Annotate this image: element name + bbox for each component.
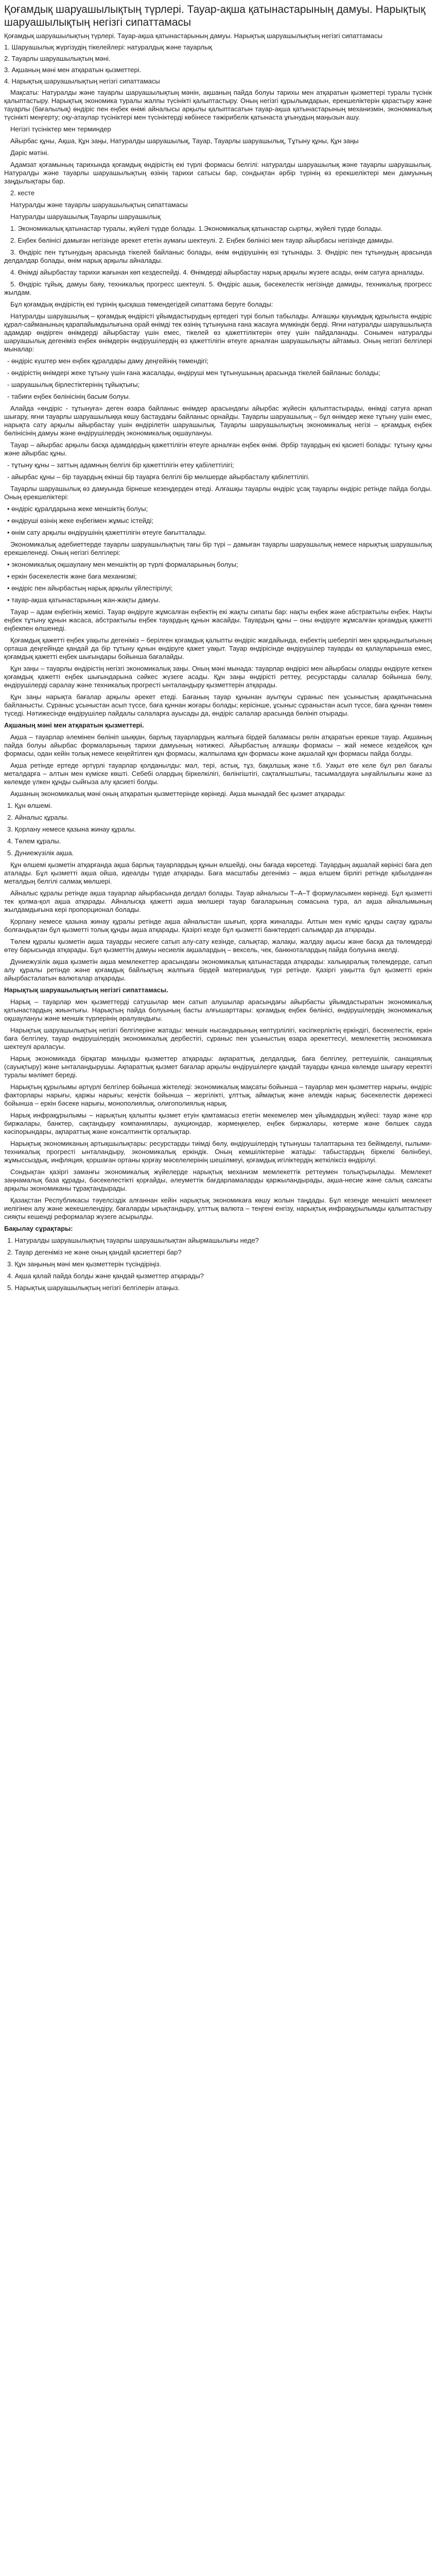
page-title: Қоғамдық шаруашылықтың түрлері. Тауар-ақша қатынастарының дамуы. Нарықтық шаруашылықтың негізгі сипаттамасы bbox=[4, 4, 426, 28]
paragraph: Мақсаты: Натуралды және тауарлы шаруашылықтың мәнін, ақшаның пайда болуы тарихы мен атқаратын қызметтері туралы түсінік қалыптастыру. Нарықтық экономика туралы жалпы түсінікті қалыптастыру. Оның негізгі құрылымдарын, ерекшеліктерін қарастыру және тауарлы (бағалылық) өндіріс пен еңбек өнімі айналысы арқылы қалыптасатын тауар-ақша қатынастарының механизмін, экономикалық түсінікті меңгерту; оқу-атаулар түсініктері мен түсініктерді көбінесе тәжірибелік қатынаста ұғынудың маңызын ашу. bbox=[4, 89, 432, 121]
list-item: 1. Құн өлшемі. bbox=[7, 802, 53, 809]
list-item: - өндіріс күштер мен еңбек құралдары даму деңгейінің төмендігі; bbox=[7, 357, 208, 365]
intro-lines bbox=[4, 32, 432, 86]
paragraph: Тауар – адам еңбегінің жемісі. Тауар өндіруге жұмсалған еңбектің екі жақты сипаты бар: нақты еңбек және абстрактылы еңбек. Нақты еңбек тұтыну құнын жасаса, абстрактылы еңбек тауардың құнын жасайды. Тауардың құны – оны өндіруге жұмсалған қоғамдық қажетті еңбекпен өлшенеді. bbox=[4, 608, 432, 632]
list-item: 3. Құн заңының мәні мен қызметтерін түсіндіріңіз. bbox=[7, 1260, 162, 1268]
paragraph: Тауарлы шаруашылық өз дамуында бірнеше кезеңдерден өтеді. Алғашқы тауарлы өндіріс ұсақ тауарлы өндіріс ретінде пайда болды. Оның ерекшеліктері: bbox=[4, 485, 432, 501]
list-item: 5. Дүниежүзілік ақша. bbox=[7, 849, 74, 857]
list-item: 3. Қорлану немесе қазына жинау құралы. bbox=[7, 825, 136, 833]
paragraph: 5. Өндіріс тұйық, дамуы баяу, техникалық прогресс шектеулі. 5. Өндіріс ашық, бәсекелестік негізінде дамиды, техникалық прогресс жылдам. bbox=[4, 280, 432, 296]
paragraph: Нарық – тауарлар мен қызметтерді сатушылар мен сатып алушылар арасындағы айырбасты ұйымдастыратын экономикалық қатынастардың жиынтығы. Нарықтың пайда болуының басты алғышарттары: қоғамдық еңбек бөлінісі, өндірушілердің экономикалық оқшаулануы және меншік түрлерінің әралуандығы. bbox=[4, 998, 432, 1022]
paragraph: Натуралды және тауарлы шаруашылықтың сипаттамасы bbox=[10, 201, 188, 209]
list-item: 4. Ақша қалай пайда болды және қандай қызметтер атқарады? bbox=[7, 1272, 204, 1280]
list-item: • еркін бәсекелестік және баға механизмі; bbox=[7, 572, 137, 580]
paragraph: Натуралды шаруашылық Тауарлы шаруашылық bbox=[10, 213, 161, 221]
paragraph: Қоғамдық қажетті еңбек уақыты дегеніміз – берілген қоғамдық қалыпты өндіріс жағдайында, еңбектің шеберлігі мен қарқындылығының орташа деңгейінде қандай да бір тұтыну құнын өндіруге қажет уақыт. Тауар өндірісінде өндірушілер тауарды өз қалауларынша емес, қоғамдық қажетті еңбек шығындары бойынша бағалайды. bbox=[4, 636, 432, 660]
paragraph: Негізгі түсініктер мен терминдер bbox=[10, 125, 111, 133]
paragraph: 2. Еңбек бөлінісі дамыған негізінде әрекет ететін аумағы шектеулі. 2. Еңбек бөлінісі мен тауар айырбасы негізінде дамиды. bbox=[10, 236, 394, 244]
paragraph: 2. кесте bbox=[10, 189, 35, 197]
paragraph: Натуралды шаруашылық – қоғамдық өндірісті ұйымдастырудың ертедегі түрі болып табылады. Алғашқы қауымдық құрылыста өндіріс құрал-сайманының қарапайымдылығына орай өнімді тек өзінің тұтынуына ғана жасауға мүмкіндік берді. Яғни натуралды шаруашылықта адамдар өндірген өнімдерді айырбастау үшін емес, тікелей өз қажеттіліктерін өтеу үшін пайдаланады. Сонымен натуралды шаруашылық дегеніміз еңбек өнімдерін өндірушілердің өз қажеттілігін өтеуге арналған шаруашылықты айтамыз. Оның негізгі белгілері мыналар: bbox=[4, 312, 432, 353]
list-item: • тауар-ақша қатынастарының жан-жақты дамуы. bbox=[7, 596, 161, 604]
intro-line: Қоғамдық шаруашылықтың түрлері. Тауар-ақша қатынастарының дамуы. Нарықтық шаруашылықтың негізгі сипаттамасы bbox=[4, 32, 382, 40]
paragraph: Дүниежүзілік ақша қызметін ақша мемлекеттер арасындағы экономикалық қатынастарда атқарады: халықаралық төлемдерде, сатып алу құралы ретінде және қоғамдық байлықтың жалпыға бірдей материалдық түрі ретінде. Қазіргі уақытта бұл қызметті еркін айырбасталатын валюталар атқарады. bbox=[4, 958, 432, 982]
list-item: • өндіріс құралдарына жеке меншіктің болуы; bbox=[7, 505, 148, 513]
section-heading: Бақылау сұрақтары: bbox=[4, 1225, 73, 1232]
list-item: - айырбас құны – бір тауардың екінші бір тауарға белгілі бір мөлшерде айырбасталу қабілеттілігі. bbox=[7, 473, 310, 481]
list-item: 5. Нарықтық шаруашылықтың негізгі белгілерін атаңыз. bbox=[7, 1284, 180, 1292]
paragraph: Нарықтың құрылымы әртүрлі белгілер бойынша жіктеледі: экономикалық мақсаты бойынша – тауарлар мен қызметтер нарығы, өндіріс факторлары нарығы, қаржы нарығы; кеңістік бойынша – жергілікті, ұлттық, аймақтық және әлемдік нарық; бәсекелестік дәрежесі бойынша – еркін бәсеке нарығы, монополиялық, олигополиялық нарық. bbox=[4, 1083, 432, 1107]
list-item: 1. Натуралды шаруашылықтың тауарлы шаруашылықтан айырмашылығы неде? bbox=[7, 1236, 259, 1244]
paragraph: 1. Экономикалық қатынастар туралы, жүйелі түрде болады. 1.Экономикалық қатынастар сыртқы, жүйелі түрде болады. bbox=[10, 225, 383, 232]
paragraph: Құн заңы – тауарлы өндірістің негізгі экономикалық заңы. Оның мәні мынада: тауарлар өндірісі мен айырбасы оларды өндіруге кеткен қоғамдық қажетті еңбек шығындарына сәйкес жүзеге асады. Құн заңы өндірісті реттеу, ресурстарды салалар бойынша бөлу, өндірушілерді саралау және техникалық прогресті ынталандыру қызметтерін атқарады. bbox=[4, 665, 432, 689]
paragraph: 3. Өндіріс пен тұтынудың арасында тікелей байланыс болады, өнім өндірушінің өзі тұтынады. 3. Өндіріс пен тұтынудың арасында делдалдар болады, өнім нарық арқылы айналады. bbox=[4, 248, 432, 264]
paragraph: 4. Өнімді айырбастау тарихи жағынан көп кездеспейді. 4. Өнімдерді айырбастау нарық арқылы жүзеге асады, өнім сатуға арналады. bbox=[10, 268, 425, 276]
list-item: • экономикалық оқшаулану мен меншіктің әр түрлі формаларының болуы; bbox=[7, 561, 238, 568]
paragraph: Төлем құралы қызметін ақша тауарды несиеге сатып алу-сату кезінде, салықтар, жалақы, жалдау ақысы және басқа да төлемдерді өтеу барысында атқарады. Бұл қызметтің дамуы несиелік ақшалардың – вексель, чек, банкноталардың пайда болуына әкелді. bbox=[4, 938, 432, 954]
document-body bbox=[4, 89, 432, 1292]
paragraph: Нарықтық экономиканың артықшылықтары: ресурстарды тиімді бөлу, өндірушілердің тұтынушы талаптарына тез бейімделуі, ғылыми-техникалық прогресті ынталандыру, экономикалық еркіндік. Оның кемшіліктеріне жатады: табыстардың біркелкі бөлінбеуі, жұмыссыздық, инфляция, қоршаған ортаны қорғау мәселелерінің шешілмеуі, қоғамдық игіліктердің жеткіліксіз өндірілуі. bbox=[4, 1140, 432, 1164]
paragraph: Ақша ретінде ертеде әртүрлі тауарлар қолданылды: мал, тері, астық, тұз, бақалшық және т.б. Уақыт өте келе бұл рөл бағалы металдарға – алтын мен күміске көшті. Себебі олардың біркелкілігі, бөлінгіштігі, сақталғыштығы, тасымалдауға ыңғайлылығы және аз көлемде үлкен құнды сыйғыза алу қасиеті болды. bbox=[4, 761, 432, 786]
paragraph: Алайда «өндіріс - тұтынуға» деген өзара байланыс өнімдер арасындағы айырбас жүйесін қалыптастырады, өнімді сатуға арнап шығару, яғни тауарлы шаруашылыққа көшу бастаудағы байланыс орнайды. Тауарлы шаруашылық – бұл өнімдер жеке тұтыну үшін емес, нарықта сату арқылы айырбастау үшін өндірілетін шаруашылық. Тауарлы шаруашылықтың экономикалық негізі – қоғамдық еңбек бөлінісінің дамуы және өндірушілердің экономикалық оқшаулануы. bbox=[4, 404, 432, 437]
list-item: - тұтыну құны – заттың адамның белгілі бір қажеттілігін өтеу қабілеттілігі; bbox=[7, 461, 234, 469]
paragraph: Экономикалық әдебиеттерде тауарлы шаруашылықтың тағы бір түрі – дамыған тауарлы шаруашылық немесе нарықтық шаруашылық ерекшеленеді. Оның негізгі белгілері: bbox=[4, 540, 432, 556]
list-item: - өндірістің өнімдері жеке тұтыну үшін ғана жасалады, өндіруші мен тұтынушының арасында тікелей байланыс болады; bbox=[7, 369, 380, 377]
outline-item: 4. Нарықтық шаруашылықтың негізгі сипаттамасы bbox=[4, 77, 160, 85]
paragraph: Дәріс мәтіні. bbox=[10, 149, 49, 157]
paragraph: Айналыс құралы ретінде ақша тауарлар айырбасында делдал болады. Тауар айналысы Т–А–Т формуласымен көрінеді. Бұл қызметті тек қолма-қол ақша атқарады. Айналысқа қажетті ақша мөлшері тауар бағаларының сомасына тура, ал ақша айналымының жылдамдығына кері пропорционал болады. bbox=[4, 889, 432, 913]
list-item: • өндіруші өзінің жеке еңбегімен жұмыс істейді; bbox=[7, 517, 153, 524]
paragraph: Ақшаның экономикалық мәні оның атқаратын қызметтерінде көрінеді. Ақша мынадай бес қызмет атқарады: bbox=[10, 790, 346, 798]
list-item: 2. Тауар дегеніміз не және оның қандай қасиеттері бар? bbox=[7, 1248, 182, 1256]
list-item: 4. Төлем құралы. bbox=[7, 837, 61, 845]
paragraph: Құн өлшемі қызметін атқарғанда ақша барлық тауарлардың құнын өлшейді, оны бағада көрсетеді. Тауардың ақшалай көрінісі баға деп аталады. Бұл қызметті ақша ойша, идеалды түрде атқарады. Баға масштабы дегеніміз – ақша өлшем бірлігі ретінде қабылданған металдың белгілі салмақ мөлшері. bbox=[4, 861, 432, 885]
list-item: - табиғи еңбек бөлінісінің басым болуы. bbox=[7, 393, 131, 400]
paragraph: Бұл қоғамдық өндірістің екі түрінің қысқаша төмендегідей сипаттама беруге болады: bbox=[10, 300, 273, 308]
paragraph: Адамзат қоғамының тарихында қоғамдық өндірістің екі түрлі формасы белгілі: натуралды шаруашылық және тауарлы шаруашылық. Натуралды және тауарлы шаруашылықтың өзінің тарихи сатысы бар, сондықтан әрбір түрінің өз ерекшеліктері мен дамуының заңдылықтары бар. bbox=[4, 161, 432, 185]
paragraph: Құн заңы нарықта бағалар арқылы әрекет етеді. Бағаның тауар құнынан ауытқуы сұраныс пен ұсыныстың арақатынасына байланысты. Сұраныс ұсыныстан асып түссе, баға құннан жоғары болады; керісінше, ұсыныс сұраныстан асып түссе, баға құннан төмен түседі. Нәтижесінде өндірушілер пайдалы салаларға ауысады да, өндіріс салалар арасында бөлініп отырады. bbox=[4, 693, 432, 717]
list-item: • өндіріс пен айырбастың нарық арқылы үйлестірілуі; bbox=[7, 584, 173, 592]
list-item: • өнім сату арқылы өндірушінің қажеттілігін өтеуге бағытталады. bbox=[7, 529, 207, 536]
outline-item: 3. Ақшаның мәні мен атқаратын қызметтері. bbox=[4, 66, 142, 74]
paragraph: Айырбас құны, Ақша, Құн заңы, Натуралды шаруашылық, Тауар, Тауарлы шаруашылық, Тұтыну құны, Құн заңы bbox=[10, 137, 359, 145]
paragraph: Тауар – айырбас арқылы басқа адамдардың қажеттілігін өтеуге арналған еңбек өнімі. Әрбір тауардың екі қасиеті болады: тұтыну құны және айырбас құны. bbox=[4, 441, 432, 457]
outline-item: 1. Шаруашылық жүргізудің тікелейлері: натуралдық және тауарлық bbox=[4, 43, 212, 51]
section-heading: Ақшаның мәні мен атқаратын қызметтері. bbox=[4, 721, 144, 729]
paragraph: Қазақстан Республикасы тәуелсіздік алғаннан кейін нарықтық экономикаға көшу жолын таңдады. Бұл кезеңде меншікті мемлекет иелігінен алу және жекешелендіру, бағаларды ырықтандыру, ұлттық валюта – теңгені енгізу, нарықтық инфрақұрылымды қалыптастыру сияқты кешенді реформалар жүзеге асырылды. bbox=[4, 1196, 432, 1221]
paragraph: Нарық экономикада бірқатар маңызды қызметтер атқарады: ақпараттық, делдалдық, баға белгілеу, реттеушілік, санациялық (сауықтыру) және ынталандырушы. Ақпараттық қызмет бағалар арқылы өндірушілерге қандай тауарды қанша көлемде шығару керектігі туралы мәлімет береді. bbox=[4, 1055, 432, 1079]
list-item: - шаруашылық бірлестіктерінің тұйықтығы; bbox=[7, 381, 140, 388]
section-heading: Нарықтық шаруашылықтың негізгі сипаттамасы. bbox=[4, 986, 168, 994]
paragraph: Нарықтық шаруашылықтың негізгі белгілеріне жатады: меншік нысандарының көптүрлілігі, кәсіпкерліктің еркіндігі, бәсекелестік, еркін баға белгілеу, тауар өндірушілердің экономикалық дербестігі, сұраныс пен ұсыныстың өзара әрекеттесуі, мемлекеттің экономикаға шектеулі араласуы. bbox=[4, 1026, 432, 1050]
paragraph: Қорлану немесе қазына жинау құралы ретінде ақша айналыстан шығып, қорға жиналады. Алтын мен күміс құнды сақтау құралы болғандықтан бұл қызметті толық құнды ақша атқарады. Қазіргі кезде бұл қызметті банктердегі салымдар да атқарады. bbox=[4, 918, 432, 934]
list-item: 2. Айналыс құралы. bbox=[7, 814, 69, 821]
paragraph: Сондықтан қазіргі заманғы экономикалық жүйелерде нарықтық механизм мемлекеттік реттеумен толықтырылады. Мемлекет заңнамалық база құрады, бәсекелестікті қорғайды, әлеуметтік бағдарламаларды қаржыландырады, ақша-несие және салық саясаты арқылы экономиканы тұрақтандырады. bbox=[4, 1168, 432, 1192]
paragraph: Ақша – тауарлар әлемінен бөлініп шыққан, барлық тауарлардың жалпыға бірдей баламасы рөлін атқаратын ерекше тауар. Ақшаның пайда болуы айырбас формаларының тарихи дамуының нәтижесі. Айырбастың алғашқы формасы – жай немесе кездейсоқ құн формасы, одан кейін толық немесе кеңейтілген құн формасы, жалпылама құн формасы және ақшалай құн формасы пайда болды. bbox=[4, 733, 432, 757]
outline-item: 2. Тауарлы шаруашылықтың мәні. bbox=[4, 55, 111, 62]
paragraph: Нарық инфрақұрылымы – нарықтың қалыпты қызмет етуін қамтамасыз ететін мекемелер мен ұйымдардың жүйесі: тауар және қор биржалары, банктер, сақтандыру компаниялары, аукциондар, жәрмеңкелер, еңбек биржалары, көтерме және бөлшек сауда кәсіпорындары, ақпараттық және консалтингтік орталықтар. bbox=[4, 1111, 432, 1136]
